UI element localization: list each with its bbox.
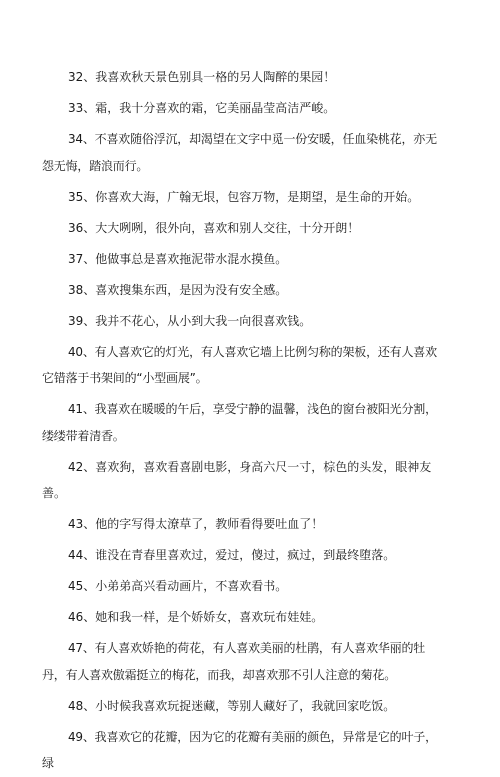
list-item: 35、你喜欢大海，广翰无垠，包容万物，是期望，是生命的开始。 xyxy=(68,189,420,204)
list-item: 42、喜欢狗，喜欢看喜剧电影，身高六尺一寸，棕色的头发，眼神友善。 xyxy=(42,459,432,500)
list-item: 38、喜欢搜集东西，是因为没有安全感。 xyxy=(68,282,288,297)
list-item: 41、我喜欢在暖暖的午后，享受宁静的温馨，浅色的窗台被阳光分割，缕缕带着清香。 xyxy=(42,402,437,443)
list-item: 47、有人喜欢娇艳的荷花，有人喜欢美丽的杜鹃，有人喜欢华丽的牡丹，有人喜欢傲霜挺立的梅花，而我，却喜欢那不引人注意的菊花。 xyxy=(42,641,426,682)
list-item: 49、我喜欢它的花瓣，因为它的花瓣有美丽的颜色，异常是它的叶子，绿 xyxy=(42,729,437,770)
list-item: 34、不喜欢随俗浮沉，却渴望在文字中觅一份安暖，任血染桃花，亦无怨无悔，踏浪而行。 xyxy=(42,132,437,173)
list-item: 44、谁没在青春里喜欢过，爱过，傻过，疯过，到最终堕落。 xyxy=(68,548,396,562)
list-item: 36、大大咧咧，很外向，喜欢和别人交往，十分开朗！ xyxy=(68,220,360,235)
list-item: 37、他做事总是喜欢拖泥带水混水摸鱼。 xyxy=(68,251,288,266)
list-item: 45、小弟弟高兴看动画片，不喜欢看书。 xyxy=(68,579,288,593)
list-item: 33、霜，我十分喜欢的霜，它美丽晶莹高洁严峻。 xyxy=(68,101,336,115)
list-item: 48、小时候我喜欢玩捉迷藏，等别人藏好了，我就回家吃饭。 xyxy=(68,698,396,713)
list-item: 40、有人喜欢它的灯光，有人喜欢它墙上比例匀称的架板，还有人喜欢它错落于书架间的“小型画展”。 xyxy=(42,344,437,385)
list-item: 39、我并不花心，从小到大我一向很喜欢钱。 xyxy=(68,313,312,328)
list-item: 46、她和我一样，是个娇娇女，喜欢玩布娃娃。 xyxy=(68,610,324,624)
list-item: 43、他的字写得太潦草了，教师看得要吐血了！ xyxy=(68,517,324,531)
list-item: 32、我喜欢秋天景色别具一格的另人陶醉的果园！ xyxy=(68,70,336,84)
